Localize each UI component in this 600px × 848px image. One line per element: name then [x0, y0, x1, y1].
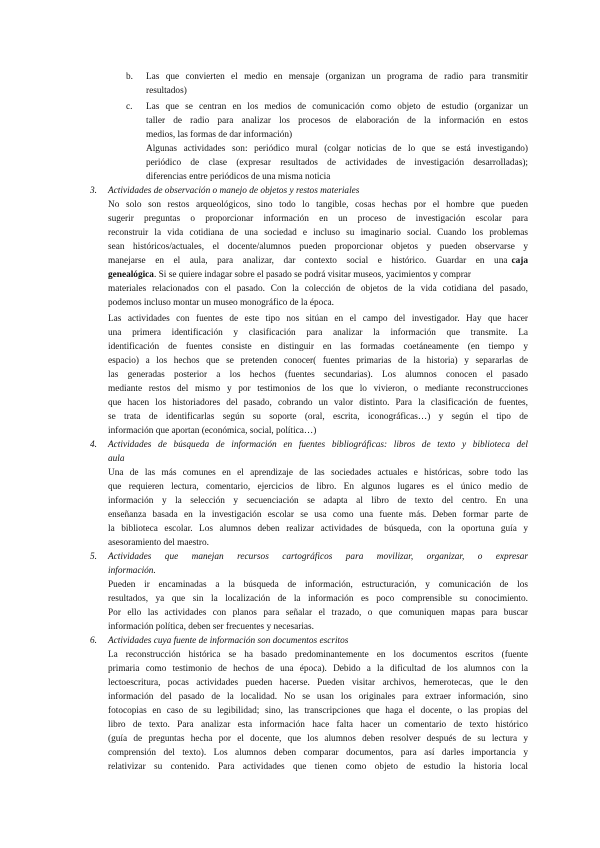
- list-item-b-line: resultados): [146, 86, 187, 96]
- paragraph-line: lectoescritura, pocas actividades pueden hacerse. Pueden visitar archivos, hemerotecas, que le den: [108, 678, 528, 688]
- paragraph-line: Pueden ir encaminadas a la búsqueda de información, estructuración, y comunicación de los: [108, 580, 528, 590]
- paragraph-line: podemos incluso montar un museo monográfico de la época.: [108, 298, 334, 308]
- paragraph-line: sean históricos/actuales, el docente/alumnos pueden proporcionar objetos y pueden observarse y: [108, 242, 528, 252]
- list-item-c-line: diferencias entre periódicos de una misma noticia: [146, 172, 331, 182]
- section-6-number: 6.: [90, 636, 97, 646]
- paragraph-line: las generadas posterior a los hechos (fuentes secundarias). Los alumnos conocen el pasado: [108, 370, 528, 380]
- bold-term: caja: [511, 256, 528, 266]
- list-item-c-line: Las que se centran en los medios de comunicación como objeto de estudio (organizar un: [146, 102, 528, 112]
- paragraph-line: información política, deben ser frecuentes y necesarias.: [108, 622, 314, 632]
- paragraph-line: enseñanza basada en la investigación escolar se usa como una fuente más. Deben formar parte de: [108, 510, 528, 520]
- paragraph-line: (guía de preguntas hecha por el docente, que los alumnos deben resolver después de su lectura y: [108, 734, 528, 744]
- paragraph-line: mediante restos del mismo y por testimonios de los que lo vivieron, o mediante reconstrucciones: [108, 384, 528, 394]
- paragraph-line: Las actividades con fuentes de este tipo nos sitúan en el campo del investigador. Hay que hacer: [108, 314, 528, 324]
- paragraph-line: relativizar su contenido. Para actividades que tienen como objeto de estudio la historia local: [108, 762, 528, 772]
- paragraph-line: reconstruir la vida cotidiana de una sociedad e incluso su imaginario social. Cuando los problemas: [108, 228, 528, 238]
- paragraph-line: Una de las más comunes en el aprendizaje de las sociedades actuales e históricas, sobre todo las: [108, 468, 528, 478]
- list-item-c-line: medios, las formas de dar información): [146, 130, 293, 140]
- section-3-heading: Actividades de observación o manejo de objetos y restos materiales: [108, 186, 360, 196]
- list-item-c-line: Algunas actividades son: periódico mural (colgar noticias de lo que se está investigando): [146, 144, 528, 154]
- paragraph-line-text: . Si se quiere indagar sobre el pasado se podrá visitar museos, yacimientos y comprar: [153, 270, 472, 280]
- paragraph-line: una primera identificación y clasificación para analizar la información que transmite. La: [108, 328, 528, 338]
- list-item-c-line: taller de radio para analizar los procesos de elaboración de la información en estos: [146, 116, 528, 126]
- paragraph-line: Por ello las actividades con planos para señalar el trazado, o que comuniquen mapas para buscar: [108, 608, 528, 618]
- paragraph-line: libro de texto. Para analizar esta información hace falta hacer un comentario de texto histórico: [108, 720, 528, 730]
- paragraph-line: fotocopias en caso de su legibilidad; sino, las transcripciones que haga el docente, o las propias del: [108, 706, 528, 716]
- paragraph-line: primaria como testimonio de hechos de una época). Debido a la dificultad de los alumnos con la: [108, 664, 528, 674]
- paragraph-line: comprensión del texto). Los alumnos deben comparar documentos, para así darles importancia y: [108, 748, 528, 758]
- paragraph-line: la biblioteca escolar. Los alumnos deben realizar actividades de búsqueda, con la oportuna guía y: [108, 524, 528, 534]
- list-label-b: b.: [126, 72, 133, 82]
- paragraph-line: que hacen los historiadores del pasado, cobrando un valor distinto. Para la clasificación de fuentes,: [108, 398, 528, 408]
- list-label-c: c.: [126, 102, 133, 112]
- paragraph-line: No solo son restos arqueológicos, sino todo lo tangible, cosas hechas por el hombre que pueden: [108, 200, 528, 210]
- paragraph-line: información que aportan (económica, social, política…): [108, 426, 317, 436]
- paragraph-line-text: manejarse en el aula, para analizar, dar contexto social e histórico. Guardar en una: [108, 256, 508, 266]
- paragraph-line: resultados, ya que sin la localización de la información es poco comprensible su conocimiento.: [108, 594, 528, 604]
- paragraph-line: información del pasado de la localidad. No se usan los originales para extraer información, sino: [108, 692, 528, 702]
- paragraph-line: sugerir preguntas o proporcionar información en un proceso de investigación escolar para: [108, 214, 528, 224]
- section-6-heading: Actividades cuya fuente de información son documentos escritos: [108, 636, 349, 646]
- paragraph-line: [108, 254, 528, 268]
- paragraph-line: espacio) a los hechos que se pretenden conocer( fuentes primarias de la historia) y separarlas de: [108, 356, 528, 366]
- section-4-heading: aula: [108, 454, 125, 464]
- section-5-heading: Actividades que manejan recursos cartográficos para movilizar, organizar, o expresar: [108, 552, 528, 562]
- section-3-number: 3.: [90, 186, 97, 196]
- paragraph-line: asesoramiento del maestro.: [108, 538, 209, 548]
- section-5-heading: información.: [108, 566, 156, 576]
- paragraph-line: identificación de fuentes consiste en distinguir en las formadas coetáneamente (en tiempo y: [108, 342, 528, 352]
- paragraph-line: información y la selección y secuenciación se adapta al libro de texto del centro. En una: [108, 496, 528, 506]
- list-item-c-line: periódico de clase (expresar resultados de actividades de investigación desarrolladas);: [146, 158, 528, 168]
- section-4-heading: Actividades de búsqueda de información en fuentes bibliográficas: libros de texto y biblioteca del: [108, 440, 528, 450]
- paragraph-line: materiales relacionados con el pasado. Con la colección de objetos de la vida cotidiana del pasado,: [108, 284, 528, 294]
- paragraph-line: La reconstrucción histórica se ha basado predominantemente en los documentos escritos (fuente: [108, 650, 528, 660]
- section-5-number: 5.: [90, 552, 97, 562]
- list-item-b-line: Las que convierten el medio en mensaje (organizan un programa de radio para transmitir: [146, 72, 528, 82]
- paragraph-line: que requieren lectura, comentario, ejercicios de libro. En algunos lugares es el único medio de: [108, 482, 528, 492]
- paragraph-line: se trata de identificarlas según su soporte (oral, escrita, iconográficas…) y según el tipo de: [108, 412, 528, 422]
- section-4-number: 4.: [90, 440, 97, 450]
- paragraph-line: [108, 268, 471, 282]
- bold-term: genealógica: [108, 270, 154, 280]
